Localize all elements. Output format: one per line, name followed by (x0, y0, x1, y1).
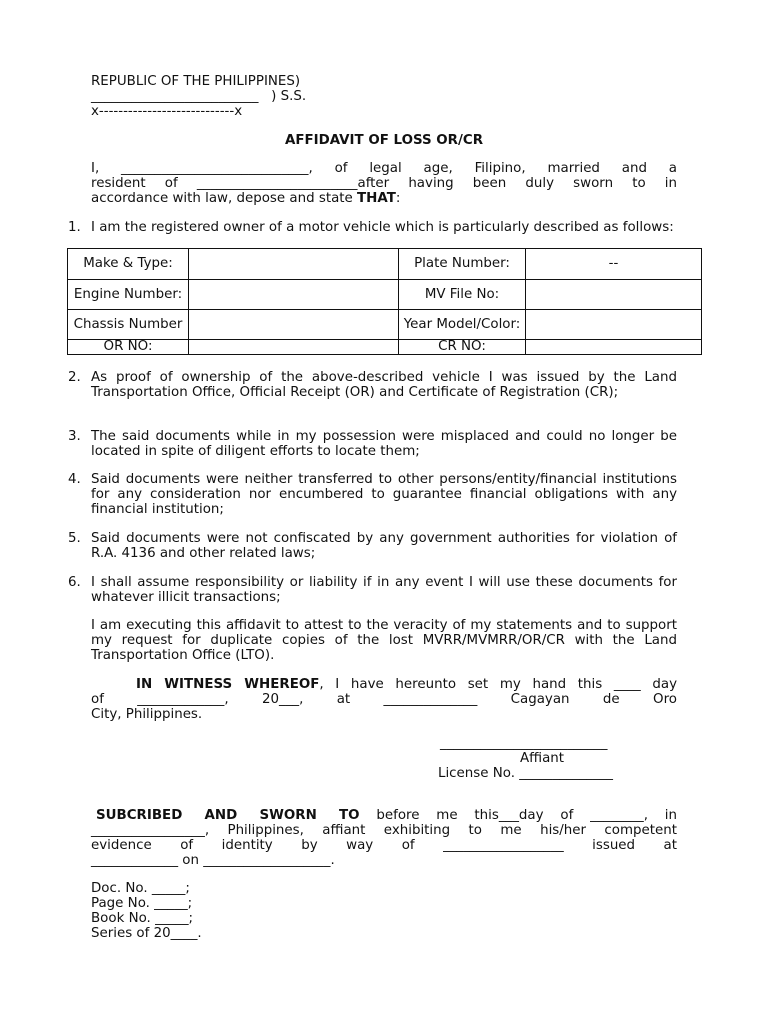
mv-file-no-field[interactable] (526, 280, 702, 310)
subscribed-line-1 (91, 808, 677, 823)
affiant-label: Affiant (520, 751, 565, 766)
intro-line-3-text: accordance with law, depose and state (91, 191, 358, 206)
list-item-6 (68, 575, 677, 605)
intro-line-2: resident of ________________________after having been duly sworn to in (91, 176, 677, 191)
table-row (68, 280, 702, 310)
list-item-text: I shall assume responsibility or liability if in any event I will use these documents for whatever illicit transactions; (91, 575, 677, 605)
x-line: x----------------------------x (91, 104, 243, 119)
document-title: AFFIDAVIT OF LOSS OR/CR (284, 133, 484, 148)
affiant-signature-line[interactable]: _________________________ (440, 736, 608, 751)
list-item-number: 6. (68, 575, 81, 590)
subscribed-line-1-text: before me this___day of ________, in (359, 808, 677, 823)
list-item-1 (68, 220, 677, 235)
list-item-number: 5. (68, 531, 81, 546)
list-item-2 (68, 370, 677, 400)
series-number: Series of 20____. (91, 926, 202, 941)
year-model-color-field[interactable] (526, 310, 702, 340)
intro-line-3 (91, 191, 677, 206)
witness-line-1 (91, 677, 677, 692)
subscribed-line-3: evidence of identity by way of __________________ issued at (91, 838, 677, 853)
cr-no-field[interactable] (526, 340, 702, 355)
list-item-text: As proof of ownership of the above-described vehicle I was issued by the Land Transportation Office, Official Receipt (OR) and Certificate of Registration (CR); (91, 370, 677, 400)
list-item-number: 2. (68, 370, 81, 385)
ss-line: _________________________ ) S.S. (91, 89, 307, 104)
list-item-text: Said documents were neither transferred to other persons/entity/financial institutions for any consideration nor encumbered to guarantee financial obligations with any financial institution; (91, 472, 677, 517)
list-item-4 (68, 472, 677, 517)
list-item-3 (68, 429, 677, 459)
table-label-make-type: Make & Type: (68, 249, 189, 280)
republic-line: REPUBLIC OF THE PHILIPPINES) (91, 74, 301, 89)
table-label-or-no: OR NO: (68, 340, 189, 355)
doc-number: Doc. No. _____; (91, 881, 190, 896)
table-row (68, 340, 702, 355)
table-label-mv-file-no: MV File No: (399, 280, 526, 310)
executing-paragraph: I am executing this affidavit to attest to the veracity of my statements and to support my request for duplicate copies of the lost MVRR/MVMRR/OR/CR with the Land Transportation Office (LTO). (91, 618, 677, 663)
table-label-chassis-number: Chassis Number (68, 310, 189, 340)
subscribed-line-2: _________________, Philippines, affiant exhibiting to me his/her competent (91, 823, 677, 838)
table-label-plate-number: Plate Number: (399, 249, 526, 280)
witness-line-1-text: , I have hereunto set my hand this ____ day (319, 677, 677, 692)
or-no-field[interactable] (189, 340, 399, 355)
subscribed-line-4: _____________ on ___________________. (91, 853, 335, 868)
list-item-text: I am the registered owner of a motor vehicle which is particularly described as follows: (91, 220, 674, 235)
list-item-number: 3. (68, 429, 81, 444)
witness-bold: IN WITNESS WHEREOF (136, 677, 320, 692)
list-item-5 (68, 531, 677, 561)
plate-number-field[interactable]: -- (526, 249, 702, 280)
make-type-field[interactable] (189, 249, 399, 280)
engine-number-field[interactable] (189, 280, 399, 310)
list-item-text: The said documents while in my possession were misplaced and could no longer be located in spite of diligent efforts to locate them; (91, 429, 677, 459)
table-label-engine-number: Engine Number: (68, 280, 189, 310)
chassis-number-field[interactable] (189, 310, 399, 340)
list-item-text: Said documents were not confiscated by any government authorities for violation of R.A. 4136 and other related laws; (91, 531, 677, 561)
table-row (68, 249, 702, 280)
table-label-year-model-color: Year Model/Color: (399, 310, 526, 340)
intro-colon: : (395, 191, 401, 206)
license-number: License No. ______________ (438, 766, 613, 781)
table-label-cr-no: CR NO: (399, 340, 526, 355)
witness-line-2: of _____________, 20___, at ______________ Cagayan de Oro (91, 692, 677, 707)
witness-line-3: City, Philippines. (91, 707, 203, 722)
book-number: Book No. _____; (91, 911, 194, 926)
intro-that-bold: THAT (357, 191, 396, 206)
subscribed-bold: SUBCRIBED AND SWORN TO (96, 808, 360, 823)
page-number: Page No. _____; (91, 896, 193, 911)
intro-line-1: I, ____________________________, of legal age, Filipino, married and a (91, 161, 677, 176)
list-item-number: 4. (68, 472, 81, 487)
list-item-number: 1. (68, 220, 81, 235)
table-row (68, 310, 702, 340)
vehicle-details-table (67, 248, 702, 355)
